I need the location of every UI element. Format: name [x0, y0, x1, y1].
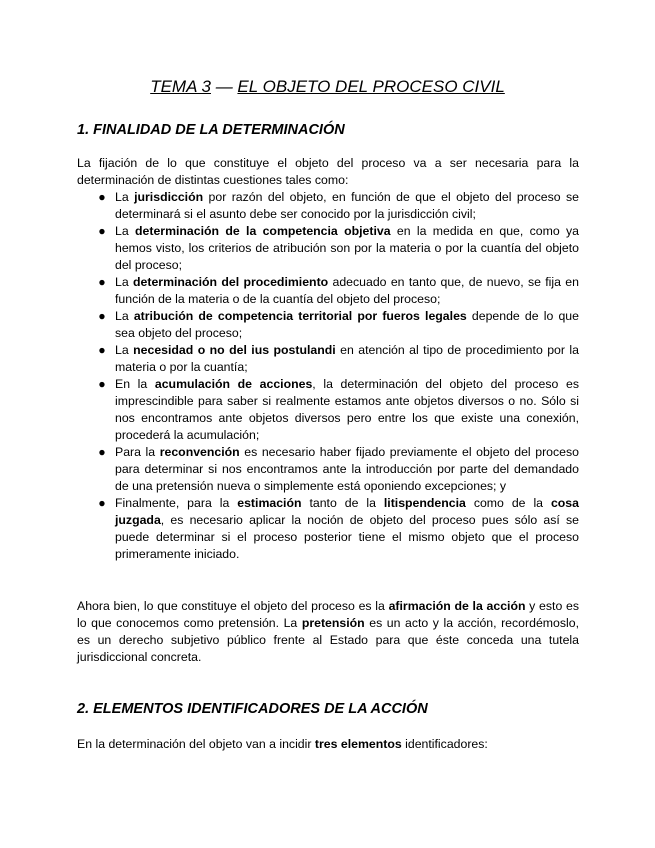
item-bold: estimación: [237, 496, 302, 510]
item-text: La: [115, 275, 133, 289]
item-text: como de la: [465, 496, 551, 510]
item-bold: determinación de la competencia objetiva: [135, 224, 391, 238]
list-item: [77, 274, 579, 308]
item-text: , la determinación del objeto del proceso es imprescindible para saber si realmente estamos ante objetos diversos o no. Sólo si nos encontramos ante objetos diversos pero entre los que existe una conexión, procederá la acumulación;: [115, 377, 579, 442]
closing-text: es un acto y la acción, recordémoslo, es un derecho subjetivo público frente al Estado para que éste conceda una tutela jurisdiccional concreta.: [77, 616, 580, 664]
item-bold: acumulación de acciones: [154, 377, 313, 391]
item-bold: reconvención: [159, 445, 240, 459]
item-text: adecuado en tanto que, de nuevo, se fija en función de la materia o de la cuantía del objeto del proceso;: [115, 275, 579, 306]
closing-text: y esto es lo que conocemos como pretensión. La: [77, 599, 579, 630]
closing-bold: pretensión: [301, 616, 365, 630]
list-item: [77, 495, 579, 563]
item-text: tanto de la: [301, 496, 384, 510]
list-item: [77, 189, 579, 223]
item-bold: determinación del procedimiento: [133, 275, 329, 289]
intro-text: En la determinación del objeto van a incidir: [77, 737, 315, 751]
bullet-icon: ●: [98, 445, 106, 459]
item-bold: atribución de competencia territorial por fueros legales: [133, 309, 467, 323]
title-dash: —: [210, 77, 238, 96]
list-item: [77, 444, 579, 495]
closing-text: Ahora bien, lo que constituye el objeto del proceso es la: [77, 599, 389, 613]
section1-bullet-list: [77, 189, 579, 563]
section2-intro: [77, 736, 579, 753]
bullet-icon: ●: [98, 190, 106, 204]
title-name: EL OBJETO DEL PROCESO CIVIL: [237, 77, 505, 96]
item-bold: litispendencia: [383, 496, 466, 510]
item-text: Para la: [115, 445, 160, 459]
list-item: [77, 342, 579, 376]
item-bold: necesidad o no del ius postulandi: [133, 343, 336, 357]
item-text: En la: [115, 377, 155, 391]
item-text: por razón del objeto, en función de que el objeto del proceso se determinará si el asunto debe ser conocido por la jurisdicción civil;: [115, 190, 579, 221]
item-text: depende de lo que sea objeto del proceso;: [115, 309, 579, 340]
title-tema: TEMA 3: [150, 77, 211, 96]
section1-heading: 1. FINALIDAD DE LA DETERMINACIÓN: [77, 122, 345, 138]
intro-text: identificadores:: [401, 737, 488, 751]
section1-closing: [77, 598, 579, 666]
list-item: [77, 223, 579, 274]
item-bold: jurisdicción: [134, 190, 204, 204]
item-text: Finalmente, para la: [115, 496, 238, 510]
item-bold: cosa juzgada: [115, 496, 579, 527]
item-text: La: [115, 309, 134, 323]
intro-bold: tres elementos: [314, 737, 402, 751]
list-item: [77, 376, 579, 444]
bullet-icon: ●: [98, 275, 106, 289]
item-text: en la medida en que, como ya hemos visto, los criterios de atribución son por la materia o por la cuantía del objeto del proceso;: [115, 224, 579, 272]
item-text: en atención al tipo de procedimiento por la materia o por la cuantía;: [115, 343, 579, 374]
closing-bold: afirmación de la acción: [388, 599, 526, 613]
bullet-icon: ●: [98, 377, 106, 391]
bullet-icon: ●: [98, 496, 106, 510]
item-text: La: [115, 224, 135, 238]
page-title: [0, 76, 655, 98]
list-item: [77, 308, 579, 342]
item-text: La: [115, 190, 135, 204]
bullet-icon: ●: [98, 309, 106, 323]
item-text: , es necesario aplicar la noción de objeto del proceso pues sólo así se puede determinar si el proceso posterior tiene el mismo objeto que el proceso primeramente iniciado.: [115, 513, 579, 561]
bullet-icon: ●: [98, 224, 106, 238]
item-text: es necesario haber fijado previamente el objeto del proceso para determinar si nos encontramos ante la introducción por parte del demandado de una pretensión nueva o simplemente está oponiendo excepciones; y: [115, 445, 579, 493]
bullet-icon: ●: [98, 343, 106, 357]
item-text: La: [115, 343, 134, 357]
section1-intro: La fijación de lo que constituye el objeto del proceso va a ser necesaria para la determinación de distintas cuestiones tales como:: [77, 156, 579, 187]
section2-heading: 2. ELEMENTOS IDENTIFICADORES DE LA ACCIÓN: [77, 701, 428, 717]
